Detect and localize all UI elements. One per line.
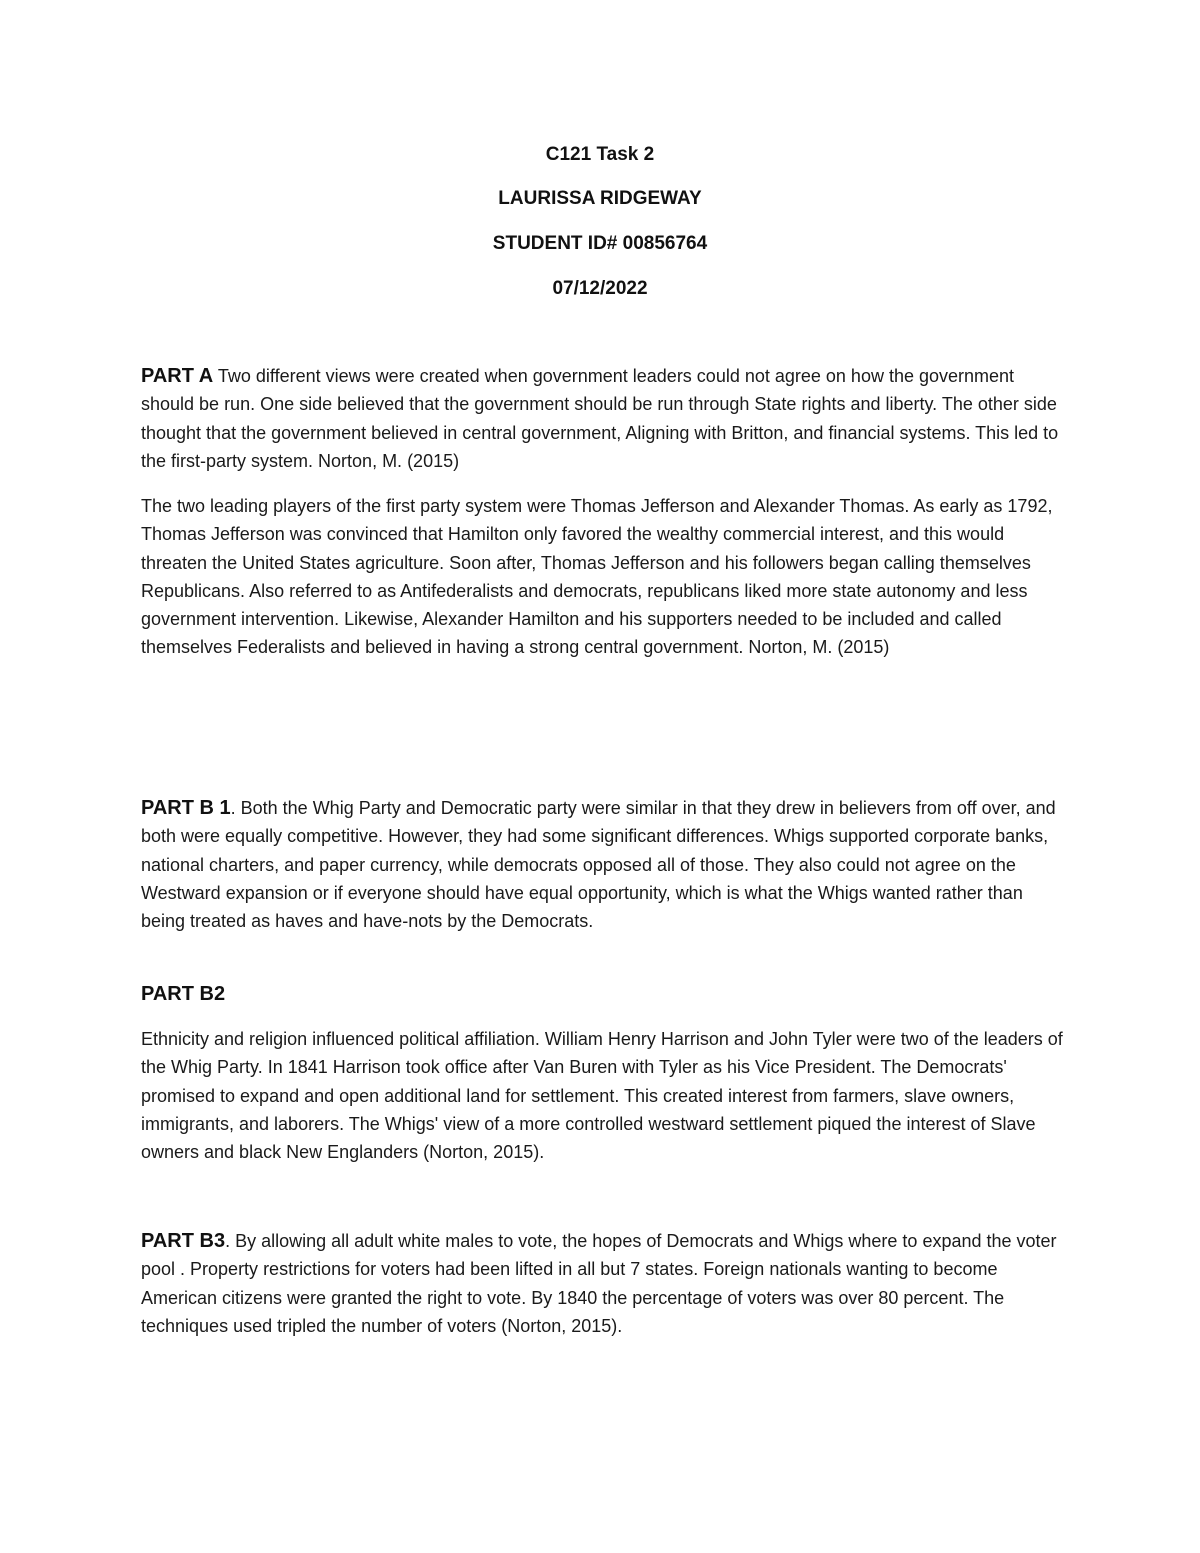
part-a-text: Two different views were created when government leaders could not agree on how the government should be run. One side believed that the government should be run through State rights and liberty. The other side thought that the government believed in central government, Aligning with Britton, and financial systems. This led to the first-party system. Norton, M. (2015)	[141, 366, 1059, 471]
part-a-paragraph-2: The two leading players of the first party system were Thomas Jefferson and Alexander Thomas. As early as 1792, Thomas Jefferson was convinced that Hamilton only favored the wealthy commercial interest, and this would threaten the United States agriculture. Soon after, Thomas Jefferson and his followers began calling themselves Republicans. Also referred to as Antifederalists and democrats, republicans liked more state autonomy and less government intervention. Likewise, Alexander Hamilton and his supporters needed to be included and called themselves Federalists and believed in having a strong central government. Norton, M. (2015)	[141, 496, 1053, 658]
part-a-heading: PART A	[141, 365, 214, 387]
part-b3-paragraph	[141, 1227, 1066, 1340]
part-b1-text: . Both the Whig Party and Democratic party were similar in that they drew in believers from off over, and both were equally competitive. However, they had some significant differences. Whigs supported corporate banks, national charters, and paper currency, while democrats opposed all of those. They also could not agree on the Westward expansion or if everyone should have equal opportunity, which is what the Whigs wanted rather than being treated as haves and have-nots by the Democrats.	[141, 798, 1056, 932]
part-b1-paragraph	[141, 794, 1066, 935]
part-b1-heading: PART B 1	[141, 797, 231, 819]
part-a-paragraph	[141, 362, 1066, 475]
part-b2-paragraph: Ethnicity and religion influenced political affiliation. William Henry Harrison and John Tyler were two of the leaders of the Whig Party. In 1841 Harrison took office after Van Buren with Tyler as his Vice President. The Democrats' promised to expand and open additional land for settlement. This created interest from farmers, slave owners, immigrants, and laborers. The Whigs' view of a more controlled westward settlement piqued the interest of Slave owners and black New Englanders (Norton, 2015).	[141, 1029, 1063, 1163]
part-b2-heading: PART B2	[141, 983, 226, 1005]
student-id: STUDENT ID# 00856764	[492, 233, 708, 254]
student-name: LAURISSA RIDGEWAY	[498, 188, 702, 209]
document-date: 07/12/2022	[552, 278, 648, 299]
part-b3-text: . By allowing all adult white males to vote, the hopes of Democrats and Whigs where to expand the voter pool . Property restrictions for voters had been lifted in all but 7 states. Foreign nationals wanting to become American citizens were granted the right to vote. By 1840 the percentage of voters was over 80 percent. The techniques used tripled the number of voters (Norton, 2015).	[141, 1231, 1057, 1336]
part-b3-heading: PART B3	[141, 1230, 226, 1252]
task-title: C121 Task 2	[545, 144, 655, 165]
